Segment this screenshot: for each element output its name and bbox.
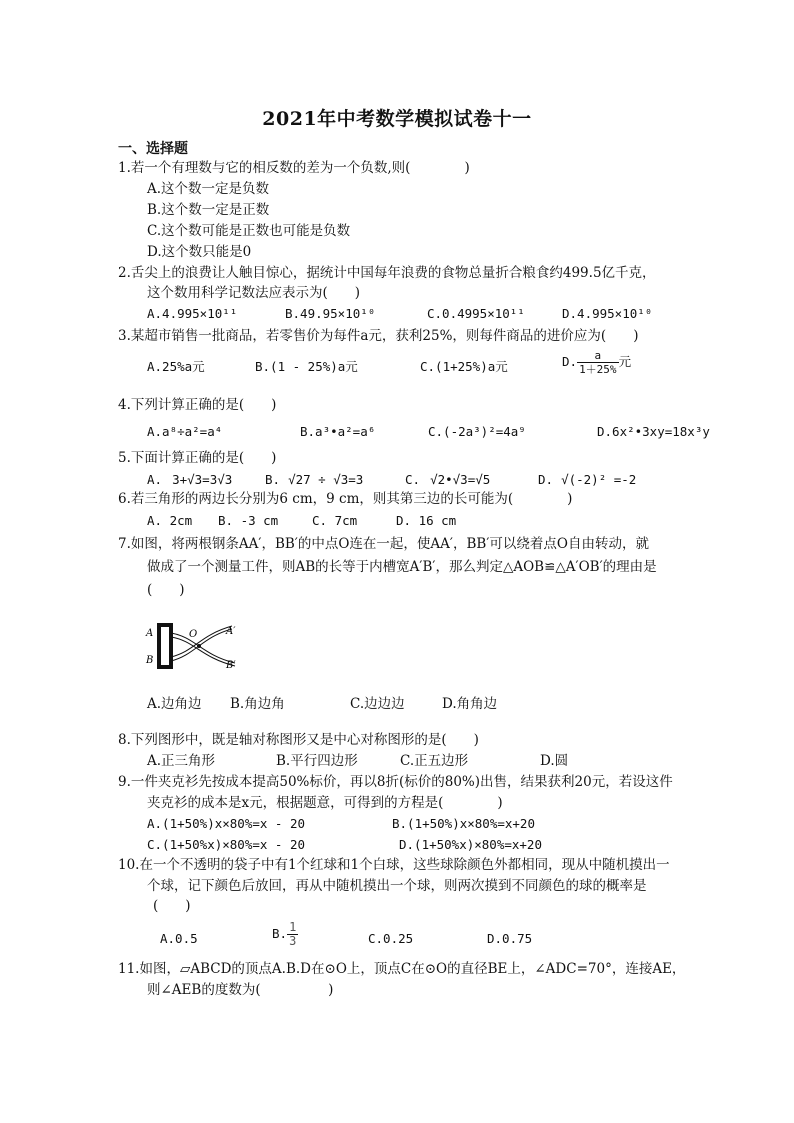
q4-option-b: B.a³•a²=a⁶ — [300, 424, 376, 439]
q7-bar-aa-upper — [171, 633, 235, 663]
q10-option-d: D.0.75 — [487, 931, 533, 946]
q4-option-d: D.6x²•3xy=18x³y — [597, 424, 710, 439]
q5-option-a-label: A. — [147, 472, 163, 487]
q8-option-c: C.正五边形 — [400, 753, 469, 769]
q6-option-a: A. 2cm — [147, 513, 193, 528]
q2-option-c: C.0.4995×10¹¹ — [427, 306, 525, 321]
q2-option-d: D.4.995×10¹⁰ — [562, 306, 653, 321]
q7-option-d: D.角角边 — [442, 696, 498, 712]
q3-option-d — [562, 349, 631, 376]
q9-stem-line1: 9.一件夹克衫先按成本提高50%标价，再以8折(标价的80%)出售，结果获利20元，若设这件 — [118, 774, 673, 790]
q7-option-c: C.边边边 — [350, 696, 405, 712]
q9-option-a: A.(1+50%)x×80%=x - 20 — [147, 816, 306, 831]
q6-option-b: B. -3 cm — [218, 513, 279, 528]
q1-option-b: B.这个数一定是正数 — [147, 202, 270, 218]
q6-stem: 6.若三角形的两边长分别为6 cm，9 cm，则其第三边的长可能为( ) — [118, 491, 573, 507]
q5-option-c — [405, 471, 490, 489]
q1-option-d: D.这个数只能是0 — [147, 244, 252, 260]
q5-option-d-label: D. — [538, 472, 554, 487]
q7-label-o: O — [189, 629, 198, 640]
q7-bar-bb-lower — [171, 626, 232, 657]
q3-stem: 3.某超市销售一批商品，若零售价为每件a元，获利25%，则每件商品的进价应为( ) — [118, 328, 639, 344]
q5-option-b-label: B. — [265, 472, 281, 487]
q3-option-d-suffix: 元 — [618, 354, 632, 369]
q5-option-a — [147, 471, 232, 489]
q5-option-a-expression: 3+√3=3√3 — [172, 472, 233, 487]
q2-stem-line2: 这个数用科学记数法应表示为( ) — [147, 285, 361, 301]
q9-option-d: D.(1+50%x)×80%=x+20 — [399, 837, 542, 852]
q4-option-c: C.(-2a³)²=4a⁹ — [428, 424, 526, 439]
q3-option-c: C.(1+25%)a元 — [420, 359, 508, 374]
q10-option-b-denominator: 3 — [289, 934, 297, 948]
q2-option-a: A.4.995×10¹¹ — [147, 306, 238, 321]
q7-stem-line2: 做成了一个测量工件，则AB的长等于内槽宽A′B′，那么判定△AOB≌△A′OB′的理由是 — [147, 559, 657, 575]
q7-inner-slot — [159, 625, 171, 667]
q10-option-b-label: B. — [272, 926, 288, 941]
q10-stem-line1: 10.在一个不透明的袋子中有1个红球和1个白球，这些球除颜色外都相同，现从中随机摸出一 — [118, 857, 670, 873]
q4-stem: 4.下列计算正确的是( ) — [118, 397, 277, 413]
q3-option-b: B.(1 - 25%)a元 — [255, 359, 358, 374]
q7-option-a: A.边角边 — [147, 696, 202, 712]
q7-pivot-point — [197, 644, 201, 648]
q10-stem-line2: 个球，记下颜色后放回，再从中随机摸出一个球，则两次摸到不同颜色的球的概率是 — [147, 878, 647, 894]
section-heading: 一、选择题 — [118, 141, 188, 157]
q5-option-c-expression: √2•√3=√5 — [430, 472, 491, 487]
q5-option-d — [538, 471, 636, 489]
q3-option-a: A.25%a元 — [147, 359, 205, 374]
q8-option-a: A.正三角形 — [147, 753, 216, 769]
q5-option-d-expression: √(-2)² =-2 — [561, 472, 637, 487]
q10-option-a: A.0.5 — [160, 931, 198, 946]
q7-label-b: B — [146, 655, 154, 666]
q7-option-b: B.角边角 — [230, 696, 285, 712]
q7-stem-line1: 7.如图，将两根钢条AA′，BB′的中点O连在一起，使AA′，BB′可以绕着点O自由转动，就 — [118, 536, 649, 552]
q5-stem: 5.下面计算正确的是( ) — [118, 450, 277, 466]
q10-stem-line3: ( ) — [153, 898, 191, 914]
q9-option-b: B.(1+50%)x×80%=x+20 — [392, 816, 535, 831]
q7-label-b-prime: B′ — [226, 660, 236, 671]
q8-option-d: D.圆 — [540, 753, 569, 769]
q3-option-d-denominator: 1＋25% — [579, 363, 617, 376]
q9-option-c: C.(1+50%x)×80%=x - 20 — [147, 837, 306, 852]
q1-option-c: C.这个数可能是正数也可能是负数 — [147, 223, 351, 239]
q2-option-b: B.49.95×10¹⁰ — [285, 306, 376, 321]
q7-stem-line3: ( ) — [147, 582, 185, 598]
q10-option-b-numerator: 1 — [289, 920, 297, 934]
q5-option-c-label: C. — [405, 472, 421, 487]
exam-title: 2021年中考数学模拟试卷十一 — [262, 108, 532, 130]
q11-stem-line1: 11.如图，▱ABCD的顶点A.B.D在⊙O上，顶点C在⊙O的直径BE上，∠ADC=70°，连接AE， — [118, 961, 686, 977]
q8-stem: 8.下列图形中，既是轴对称图形又是中心对称图形的是( ) — [118, 732, 479, 748]
q10-option-c: C.0.25 — [368, 931, 414, 946]
q10-option-b — [272, 921, 298, 948]
q1-option-a: A.这个数一定是负数 — [147, 181, 270, 197]
q5-option-b-expression: √27 ÷ √3=3 — [288, 472, 364, 487]
q11-stem-line2: 则∠AEB的度数为( ) — [147, 982, 334, 998]
q3-option-d-prefix: D. — [562, 354, 578, 369]
q6-option-d: D. 16 cm — [396, 513, 457, 528]
q6-option-c: C. 7cm — [312, 513, 358, 528]
q3-option-d-numerator: a — [577, 349, 619, 363]
q4-option-a: A.a⁸÷a²=a⁴ — [147, 424, 223, 439]
q5-option-b — [265, 471, 363, 489]
q7-bar-bb-upper — [171, 629, 232, 661]
q7-measuring-tool-figure — [140, 615, 250, 675]
q1-stem: 1.若一个有理数与它的相反数的差为一个负数,则( ) — [118, 160, 470, 176]
q10-option-b-fraction — [287, 921, 298, 948]
q3-option-d-fraction — [577, 349, 619, 376]
q8-option-b: B.平行四边形 — [276, 753, 358, 769]
q9-stem-line2: 夹克衫的成本是x元，根据题意，可得到的方程是( ) — [147, 795, 503, 811]
q2-stem-line1: 2.舌尖上的浪费让人触目惊心，据统计中国每年浪费的食物总量折合粮食约499.5亿千克， — [118, 265, 656, 281]
q7-label-a: A — [146, 628, 154, 639]
q7-label-a-prime: A′ — [226, 626, 236, 637]
